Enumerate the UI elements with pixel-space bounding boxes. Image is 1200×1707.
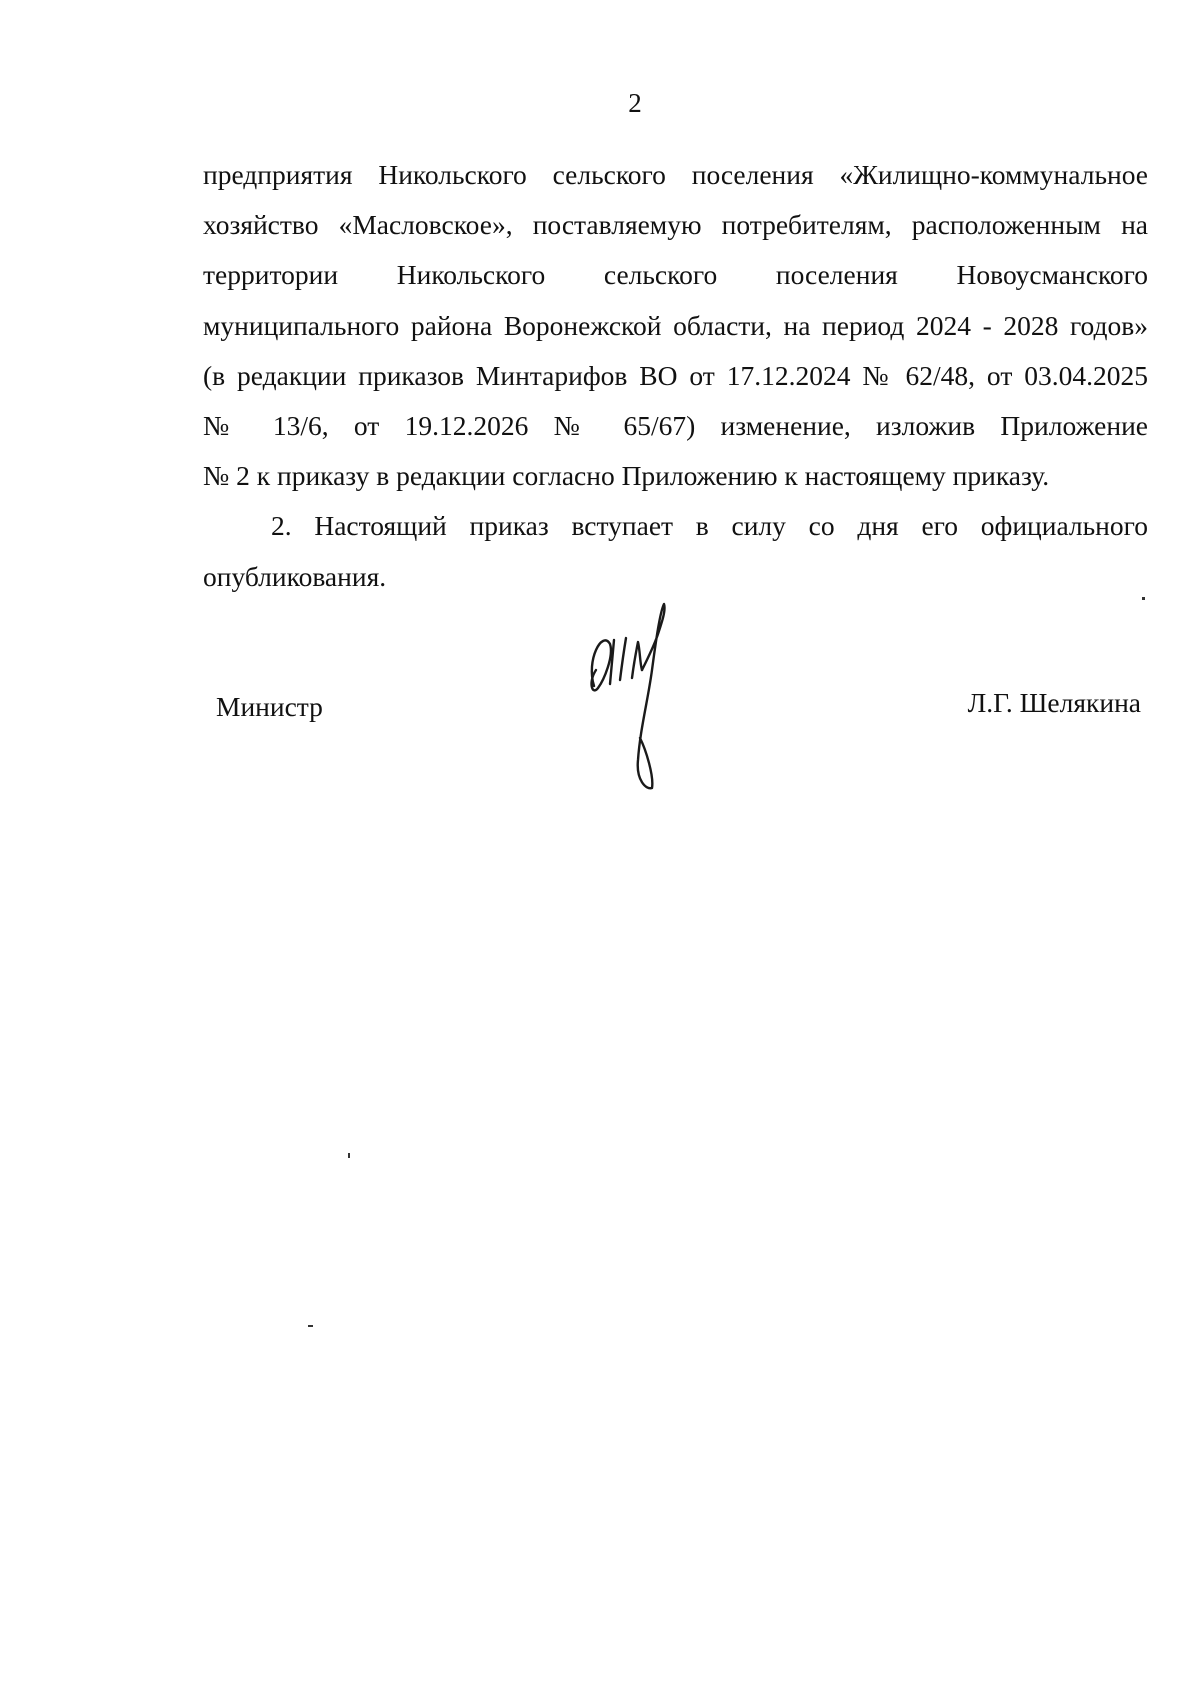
scan-speck: [1142, 597, 1145, 600]
handwritten-signature: [580, 600, 690, 800]
paragraph-1: [203, 150, 1148, 501]
page-number: 2: [628, 88, 642, 118]
position-title: Министр: [216, 691, 323, 722]
paragraph-line: (в редакции приказов Минтарифов ВО от 17.12.2024 № 62/48, от 03.04.2025: [203, 359, 1148, 391]
signer-name: Л.Г. Шелякина: [967, 687, 1141, 718]
scan-speck: [308, 1325, 313, 1327]
paragraph-line: 2. Настоящий приказ вступает в силу со дня его официального: [271, 510, 1148, 542]
paragraph-line: территории Никольского сельского поселения Новоусманского: [203, 259, 1148, 291]
paragraph-line: опубликования.: [203, 560, 387, 592]
paragraph-line: муниципального района Воронежской области, на период 2024 - 2028 годов»: [203, 309, 1148, 341]
paragraph-line: № 13/6, от 19.12.2026 № 65/67) изменение, изложив Приложение: [203, 409, 1148, 441]
paragraph-line: хозяйство «Масловское», поставляемую потребителям, расположенным на: [203, 209, 1148, 241]
paragraph-line: предприятия Никольского сельского поселения «Жилищно-коммунальное: [203, 159, 1148, 190]
paragraph-line: № 2 к приказу в редакции согласно Приложению к настоящему приказу.: [203, 460, 1050, 492]
document-body: [203, 150, 1148, 602]
paragraph-2: [203, 501, 1148, 601]
scan-speck: [348, 1153, 350, 1158]
